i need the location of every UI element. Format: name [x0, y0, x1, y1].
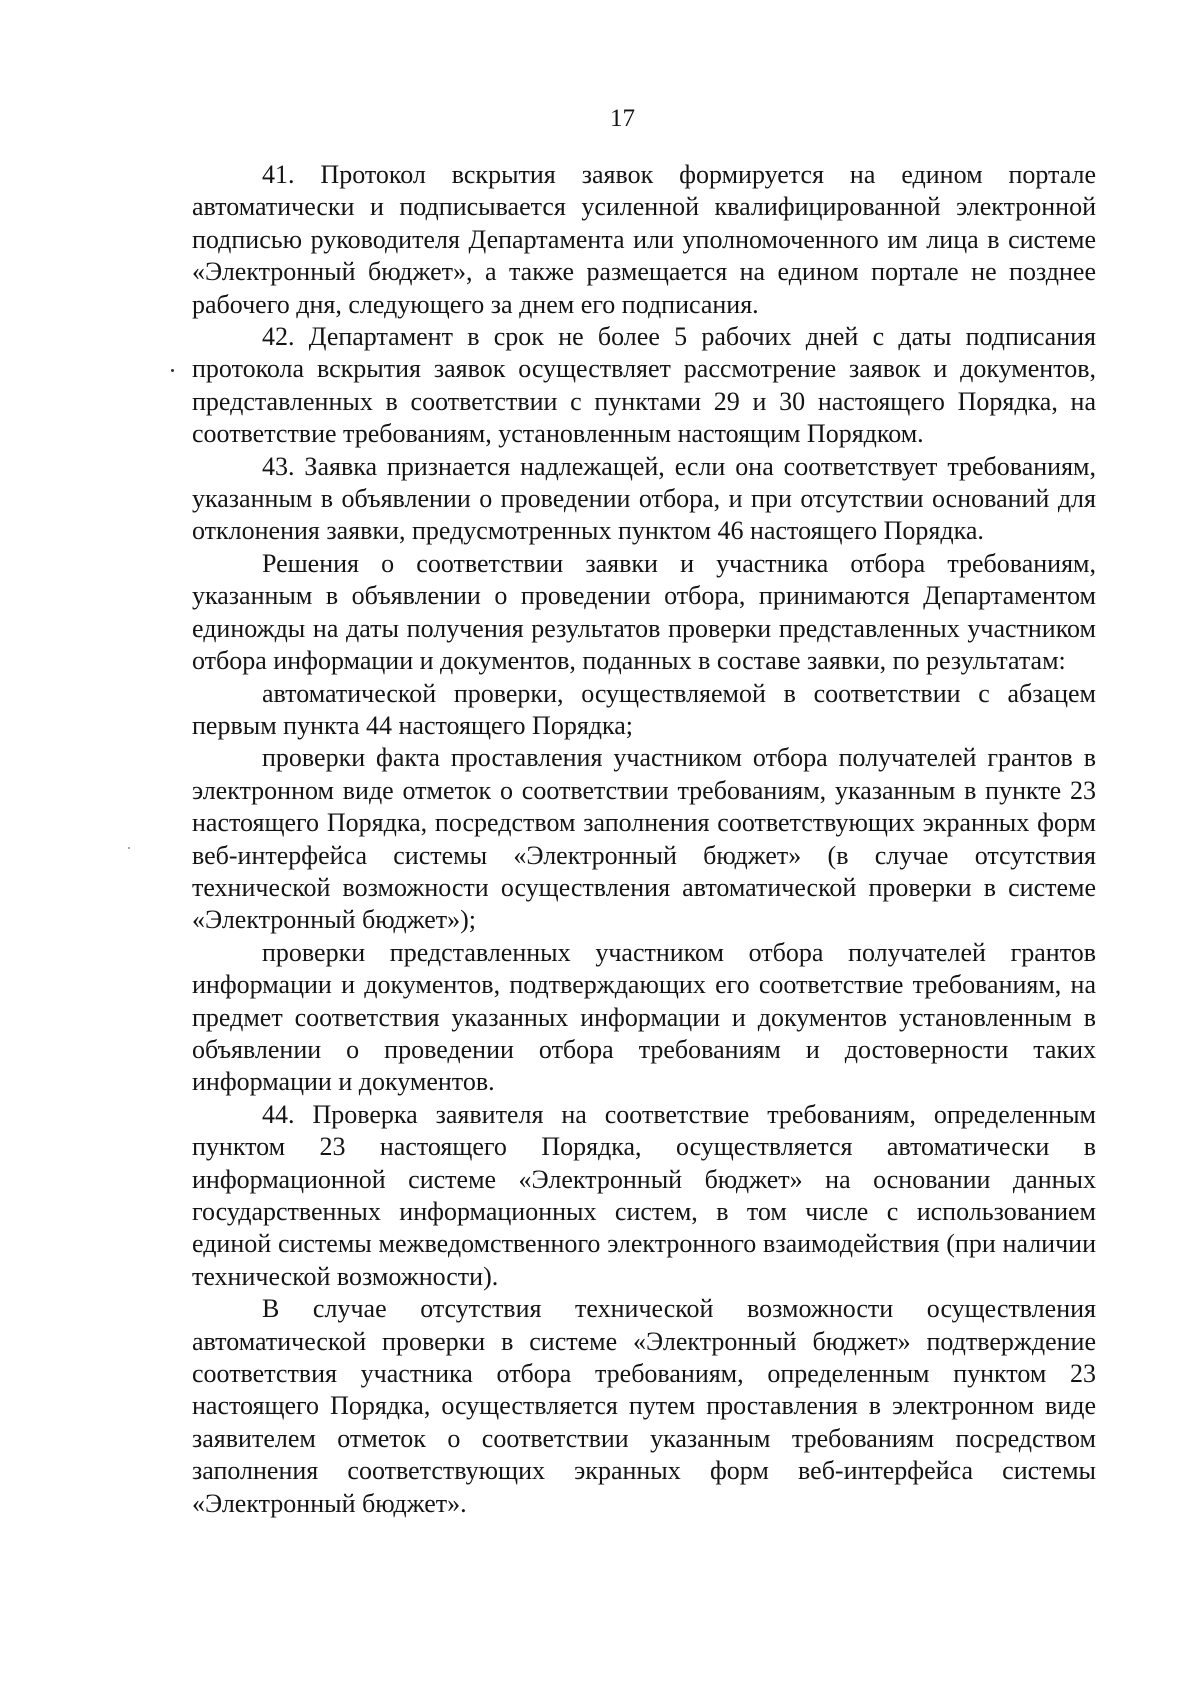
- paragraph-marks-check: проверки факта проставления участником отбора получателей грантов в электронном виде отметок о соответствии требованиям, указанным в пункте 23 настоящего Порядка, посредством заполнения соответствующих экранных форм веб-интерфейса системы «Электронный бюджет» (в случае отсутствия технической возможности осуществления автоматической проверки в системе «Электронный бюджет»);: [192, 743, 1096, 935]
- paragraph-decisions: Решения о соответствии заявки и участника отбора требованиям, указанным в объявлении о проведении отбора, принимаются Департаментом единожды на даты получения результатов проверки представленных участником отбора информации и документов, поданных в составе заявки, по результатам:: [192, 548, 1096, 676]
- paragraph-documents-check: проверки представленных участником отбора получателей грантов информации и документов, подтверждающих его соответствие требованиям, на предмет соответствия указанных информации и документов установленным в объявлении о проведении отбора требованиям и достоверности таких информации и документов.: [192, 937, 1096, 1097]
- paragraph-43: 43. Заявка признается надлежащей, если она соответствует требованиям, указанным в объявлении о проведении отбора, и при отсутствии оснований для отклонения заявки, предусмотренных пунктом 46 настоящего Порядка.: [192, 451, 1096, 546]
- paragraph-42: 42. Департамент в срок не более 5 рабочих дней с даты подписания протокола вскрытия заявок осуществляет рассмотрение заявок и документов, представленных в соответствии с пунктами 29 и 30 настоящего Порядка, на соответствие требованиям, установленным настоящим Порядком.: [192, 322, 1096, 449]
- paragraph-44: 44. Проверка заявителя на соответствие требованиям, определенным пунктом 23 настоящего Порядка, осуществляется автоматически в информационной системе «Электронный бюджет» на основании данных государственных информационных систем, в том числе с использованием единой системы межведомственного электронного взаимодействия (при наличии технической возможности).: [192, 1099, 1096, 1291]
- scan-speck: [128, 847, 130, 849]
- paragraph-no-technical-possibility: В случае отсутствия технической возможности осуществления автоматической проверки в системе «Электронный бюджет» подтверждение соответствия участника отбора требованиям, определенным пунктом 23 настоящего Порядка, осуществляется путем проставления в электронном виде заявителем отметок о соответствии указанным требованиям посредством заполнения соответствующих экранных форм веб-интерфейса системы «Электронный бюджет».: [192, 1294, 1096, 1518]
- scan-speck: [171, 369, 174, 372]
- paragraph-automatic-check: автоматической проверки, осуществляемой в соответствии с абзацем первым пункта 44 настоящего Порядка;: [192, 678, 1096, 740]
- paragraph-41: 41. Протокол вскрытия заявок формируется на едином портале автоматически и подписывается усиленной квалифицированной электронной подписью руководителя Департамента или уполномоченного им лица в системе «Электронный бюджет», а также размещается на едином портале не позднее рабочего дня, следующего за днем его подписания.: [192, 160, 1096, 319]
- document-body: [192, 159, 1096, 1520]
- page-number: 17: [610, 105, 635, 132]
